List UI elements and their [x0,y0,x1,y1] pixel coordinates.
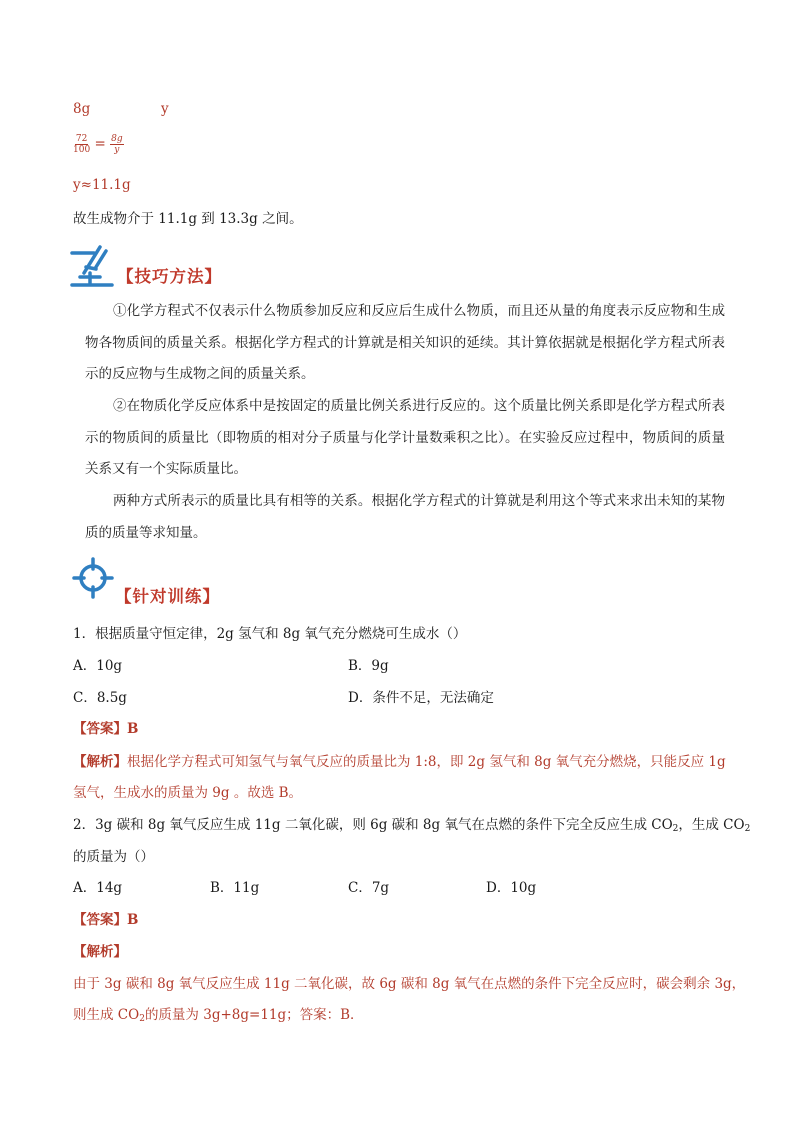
variable-y: y [161,101,169,117]
question-1-stem: 1．根据质量守恒定律，2g 氢气和 8g 氧气充分燃烧可生成水（） [73,626,467,642]
question-2-stem-line-2: 的质量为（） [73,849,154,865]
result-y: y≈11.1g [73,177,131,193]
tips-paragraph-1: ①化学方程式不仅表示什么物质参加反应和反应后生成什么物质，而且还从量的角度表示反应物和生成物各物质间的质量关系。根据化学方程式的计算就是相关知识的延续。其计算依据就是根据化学方程式所表示的反应物与生成物之间的质量关系。 [85,303,725,382]
q2-analysis-line-1: 由于 3g 碳和 8g 氧气反应生成 11g 二氧化碳，故 6g 碳和 8g 氧气在点燃的条件下完全反应时，碳会剩余 3g， [73,976,746,992]
q2-analysis-line-2: 则生成 $CO_2$的质量为 3g+8g=11g；答案：B． [73,1007,364,1024]
target-icon [72,557,114,599]
q1-option-b: B．9g [348,658,389,674]
proportion-equation: $\frac{72}{100}$ = $\frac{8g}{y}$ [73,134,123,155]
conclusion: 故生成物介于 11.1g 到 13.3g 之间。 [73,211,303,227]
q2-analysis-label: 【解析】 [73,944,127,960]
section-title-practice: 【针对训练】 [115,587,220,606]
mass-8g: 8g [73,101,91,117]
q1-option-c: C．8.5g [73,690,127,706]
tips-paragraph-3: 两种方式所表示的质量比具有相等的关系。根据化学方程式的计算就是利用这个等式来求出未知的某物质的质量等求知量。 [85,493,725,541]
q2-answer: 【答案】B [73,912,139,928]
q1-option-d: D．条件不足，无法确定 [348,690,494,706]
q1-option-a: A．10g [73,658,123,674]
q2-option-c: C．7g [348,880,390,896]
tips-paragraph-2: ②在物质化学反应体系中是按固定的质量比例关系进行反应的。这个质量比例关系即是化学方程式所表示的物质间的质量比（即物质的相对分子质量与化学计量数乘积之比）。在实验反应过程中，物质间的质量关系又有一个实际质量比。 [85,398,725,477]
section-title-tips: 【技巧方法】 [117,267,222,286]
q2-option-a: A．14g [73,880,123,896]
q1-analysis-line-2: 氢气，生成水的质量为 9g 。故选 B。 [73,785,303,801]
question-2-stem-line-1: 2．3g 碳和 8g 氧气反应生成 11g 二氧化碳，则 6g 碳和 8g 氧气在点燃的条件下完全反应生成 $CO_2$，生成 $CO_2$ [73,817,751,834]
q2-option-b: B．11g [210,880,260,896]
q1-analysis-line-1: 【解析】根据化学方程式可知氢气与氧气反应的质量比为 1:8，即 2g 氢气和 8g 氧气充分燃烧，只能反应 1g [73,754,726,770]
pen-ruler-icon [66,243,118,289]
q1-answer: 【答案】B [73,721,139,737]
q2-option-d: D．10g [486,880,537,896]
